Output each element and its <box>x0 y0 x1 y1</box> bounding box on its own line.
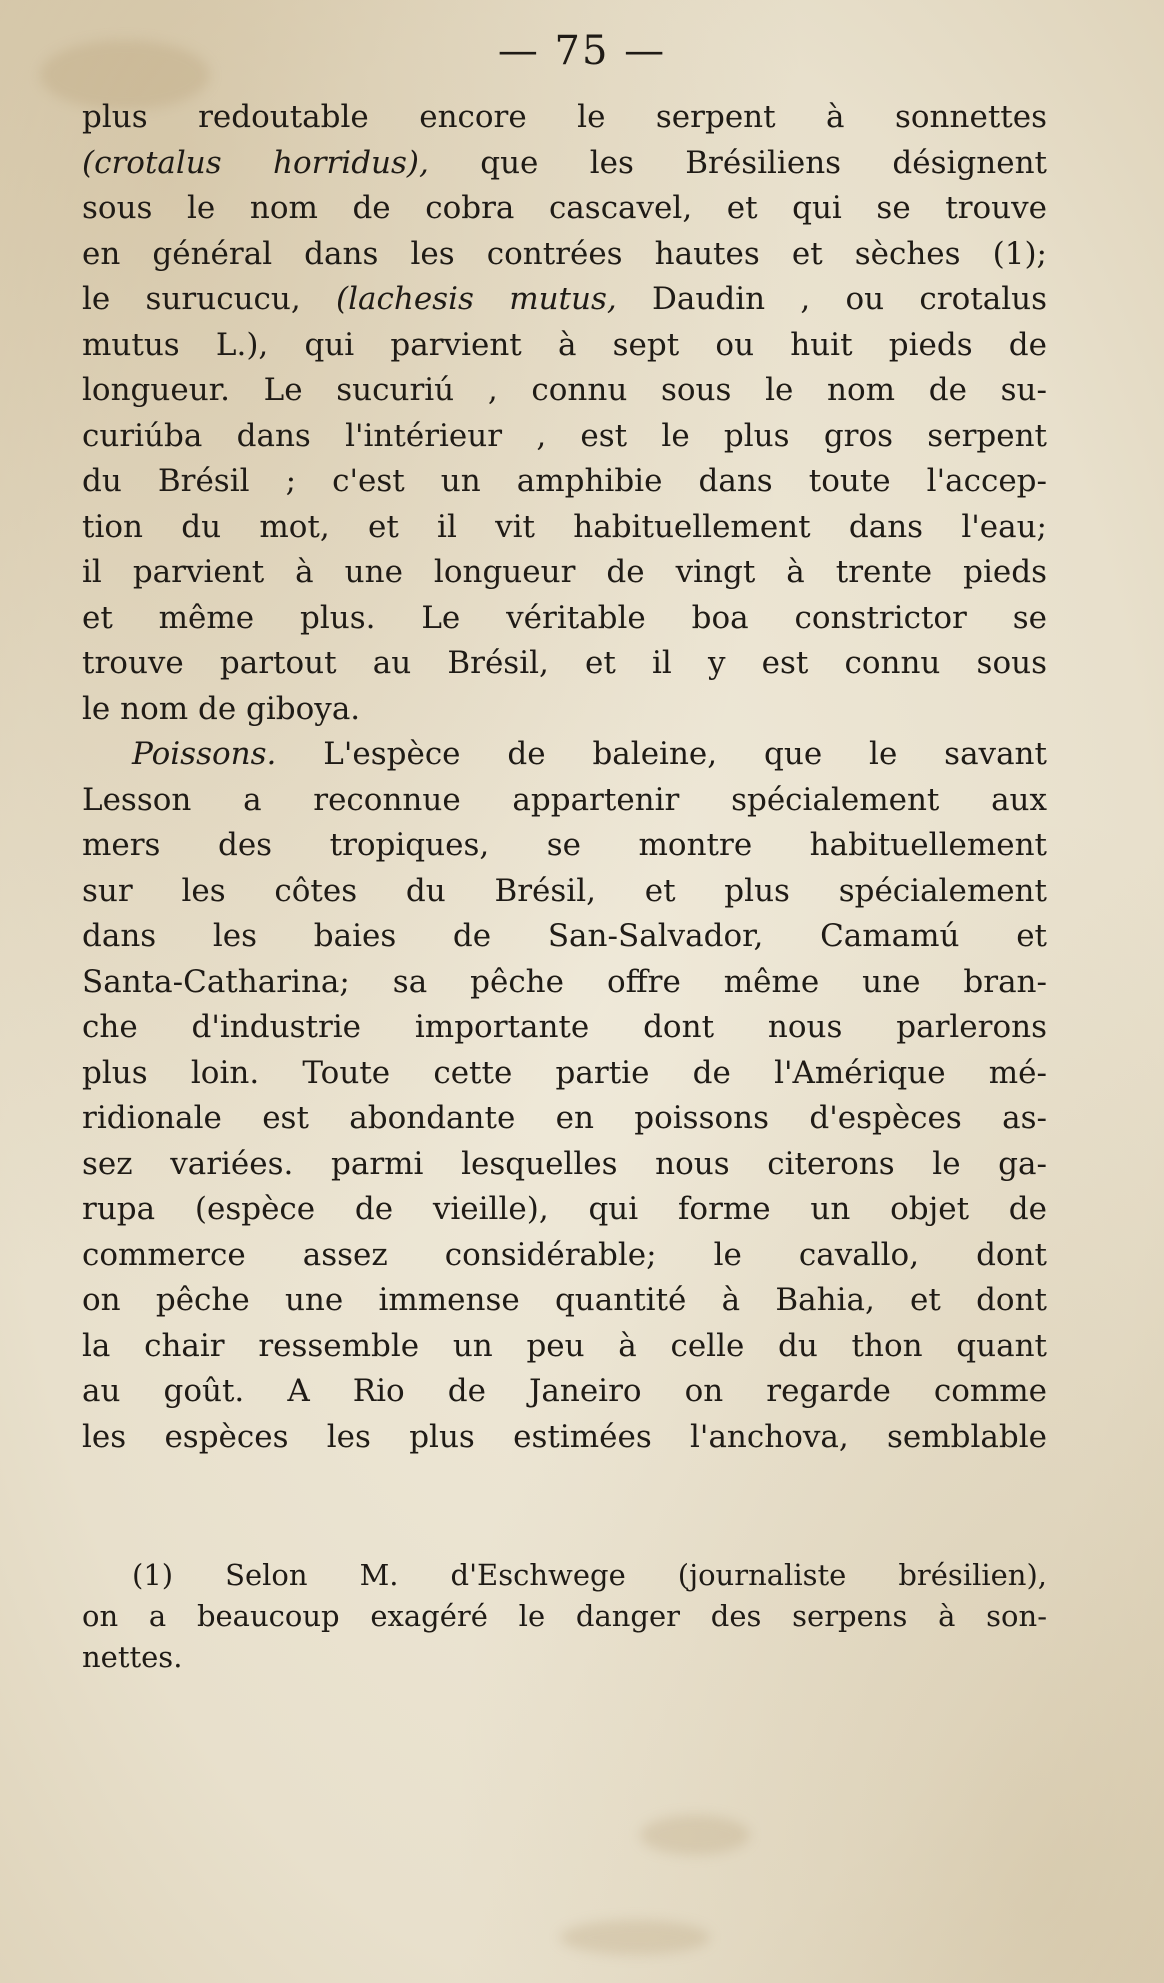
text-line: sez variées. parmi lesquelles nous citerons le ga- <box>82 1145 1047 1182</box>
text-line: plus loin. Toute cette partie de l'Amérique mé- <box>82 1054 1047 1091</box>
text-line: les espèces les plus estimées l'anchova, semblable <box>82 1418 1047 1455</box>
page-number: — 75 — <box>497 28 667 74</box>
text-line: au goût. A Rio de Janeiro on regarde comme <box>82 1373 1047 1409</box>
text-line: Santa-Catharina; sa pêche offre même une bran- <box>82 963 1047 1000</box>
text-line: du Brésil ; c'est un amphibie dans toute l'accep- <box>82 463 1047 499</box>
text-line: tion du mot, et il vit habituellement dans l'eau; <box>82 508 1047 545</box>
text-segment: le surucucu, <box>82 281 301 317</box>
text-line <box>82 732 1047 778</box>
text-line <box>82 277 1047 323</box>
text-segment: L'espèce de baleine, que le savant <box>323 736 1047 772</box>
text-line: rupa (espèce de vieille), qui forme un objet de <box>82 1191 1047 1227</box>
text-line: che d'industrie importante dont nous parlerons <box>82 1009 1047 1045</box>
text-line: il parvient à une longueur de vingt à trente pieds <box>82 554 1047 590</box>
text-line: plus redoutable encore le serpent à sonnettes <box>82 99 1047 135</box>
footnote-line: nettes. <box>82 1640 183 1674</box>
paper-stain <box>640 1815 750 1855</box>
text-line: mers des tropiques, se montre habituellement <box>82 827 1047 863</box>
text-line <box>82 141 1047 187</box>
text-line: sous le nom de cobra cascavel, et qui se trouve <box>82 190 1047 226</box>
text-line: ridionale est abondante en poissons d'espèces as- <box>82 1100 1047 1136</box>
text-line: commerce assez considérable; le cavallo, dont <box>82 1236 1047 1273</box>
italic-term: (crotalus horridus), <box>82 144 429 181</box>
italic-term: (lachesis mutus, <box>336 281 617 317</box>
text-line: et même plus. Le véritable boa constrictor se <box>82 599 1047 636</box>
paper-stain <box>560 1920 710 1955</box>
text-line: mutus L.), qui parvient à sept ou huit pieds de <box>82 326 1047 363</box>
footnote-line: (1) Selon M. d'Eschwege (journaliste brésilien), <box>132 1558 1047 1592</box>
text-line: le nom de giboya. <box>82 690 361 727</box>
text-line: sur les côtes du Brésil, et plus spécialement <box>82 872 1047 909</box>
text-line: longueur. Le sucuriú , connu sous le nom de su- <box>82 372 1047 408</box>
text-line: curiúba dans l'intérieur , est le plus gros serpent <box>82 417 1047 454</box>
footnote <box>82 1555 1047 1678</box>
text-line: la chair ressemble un peu à celle du thon quant <box>82 1327 1047 1364</box>
footnote-line: on a beaucoup exagéré le danger des serpens à son- <box>82 1599 1047 1633</box>
text-segment: Daudin , ou crotalus <box>652 281 1047 317</box>
text-line: on pêche une immense quantité à Bahia, et dont <box>82 1282 1047 1318</box>
text-segment: que les Brésiliens désignent <box>480 144 1048 181</box>
text-line: trouve partout au Brésil, et il y est connu sous <box>82 645 1047 681</box>
body-text <box>82 95 1047 1460</box>
text-line: dans les baies de San-Salvador, Camamú et <box>82 918 1047 954</box>
section-heading: Poissons. <box>132 736 277 772</box>
text-line: en général dans les contrées hautes et sèches (1); <box>82 235 1047 272</box>
text-line: Lesson a reconnue appartenir spécialement aux <box>82 781 1047 818</box>
